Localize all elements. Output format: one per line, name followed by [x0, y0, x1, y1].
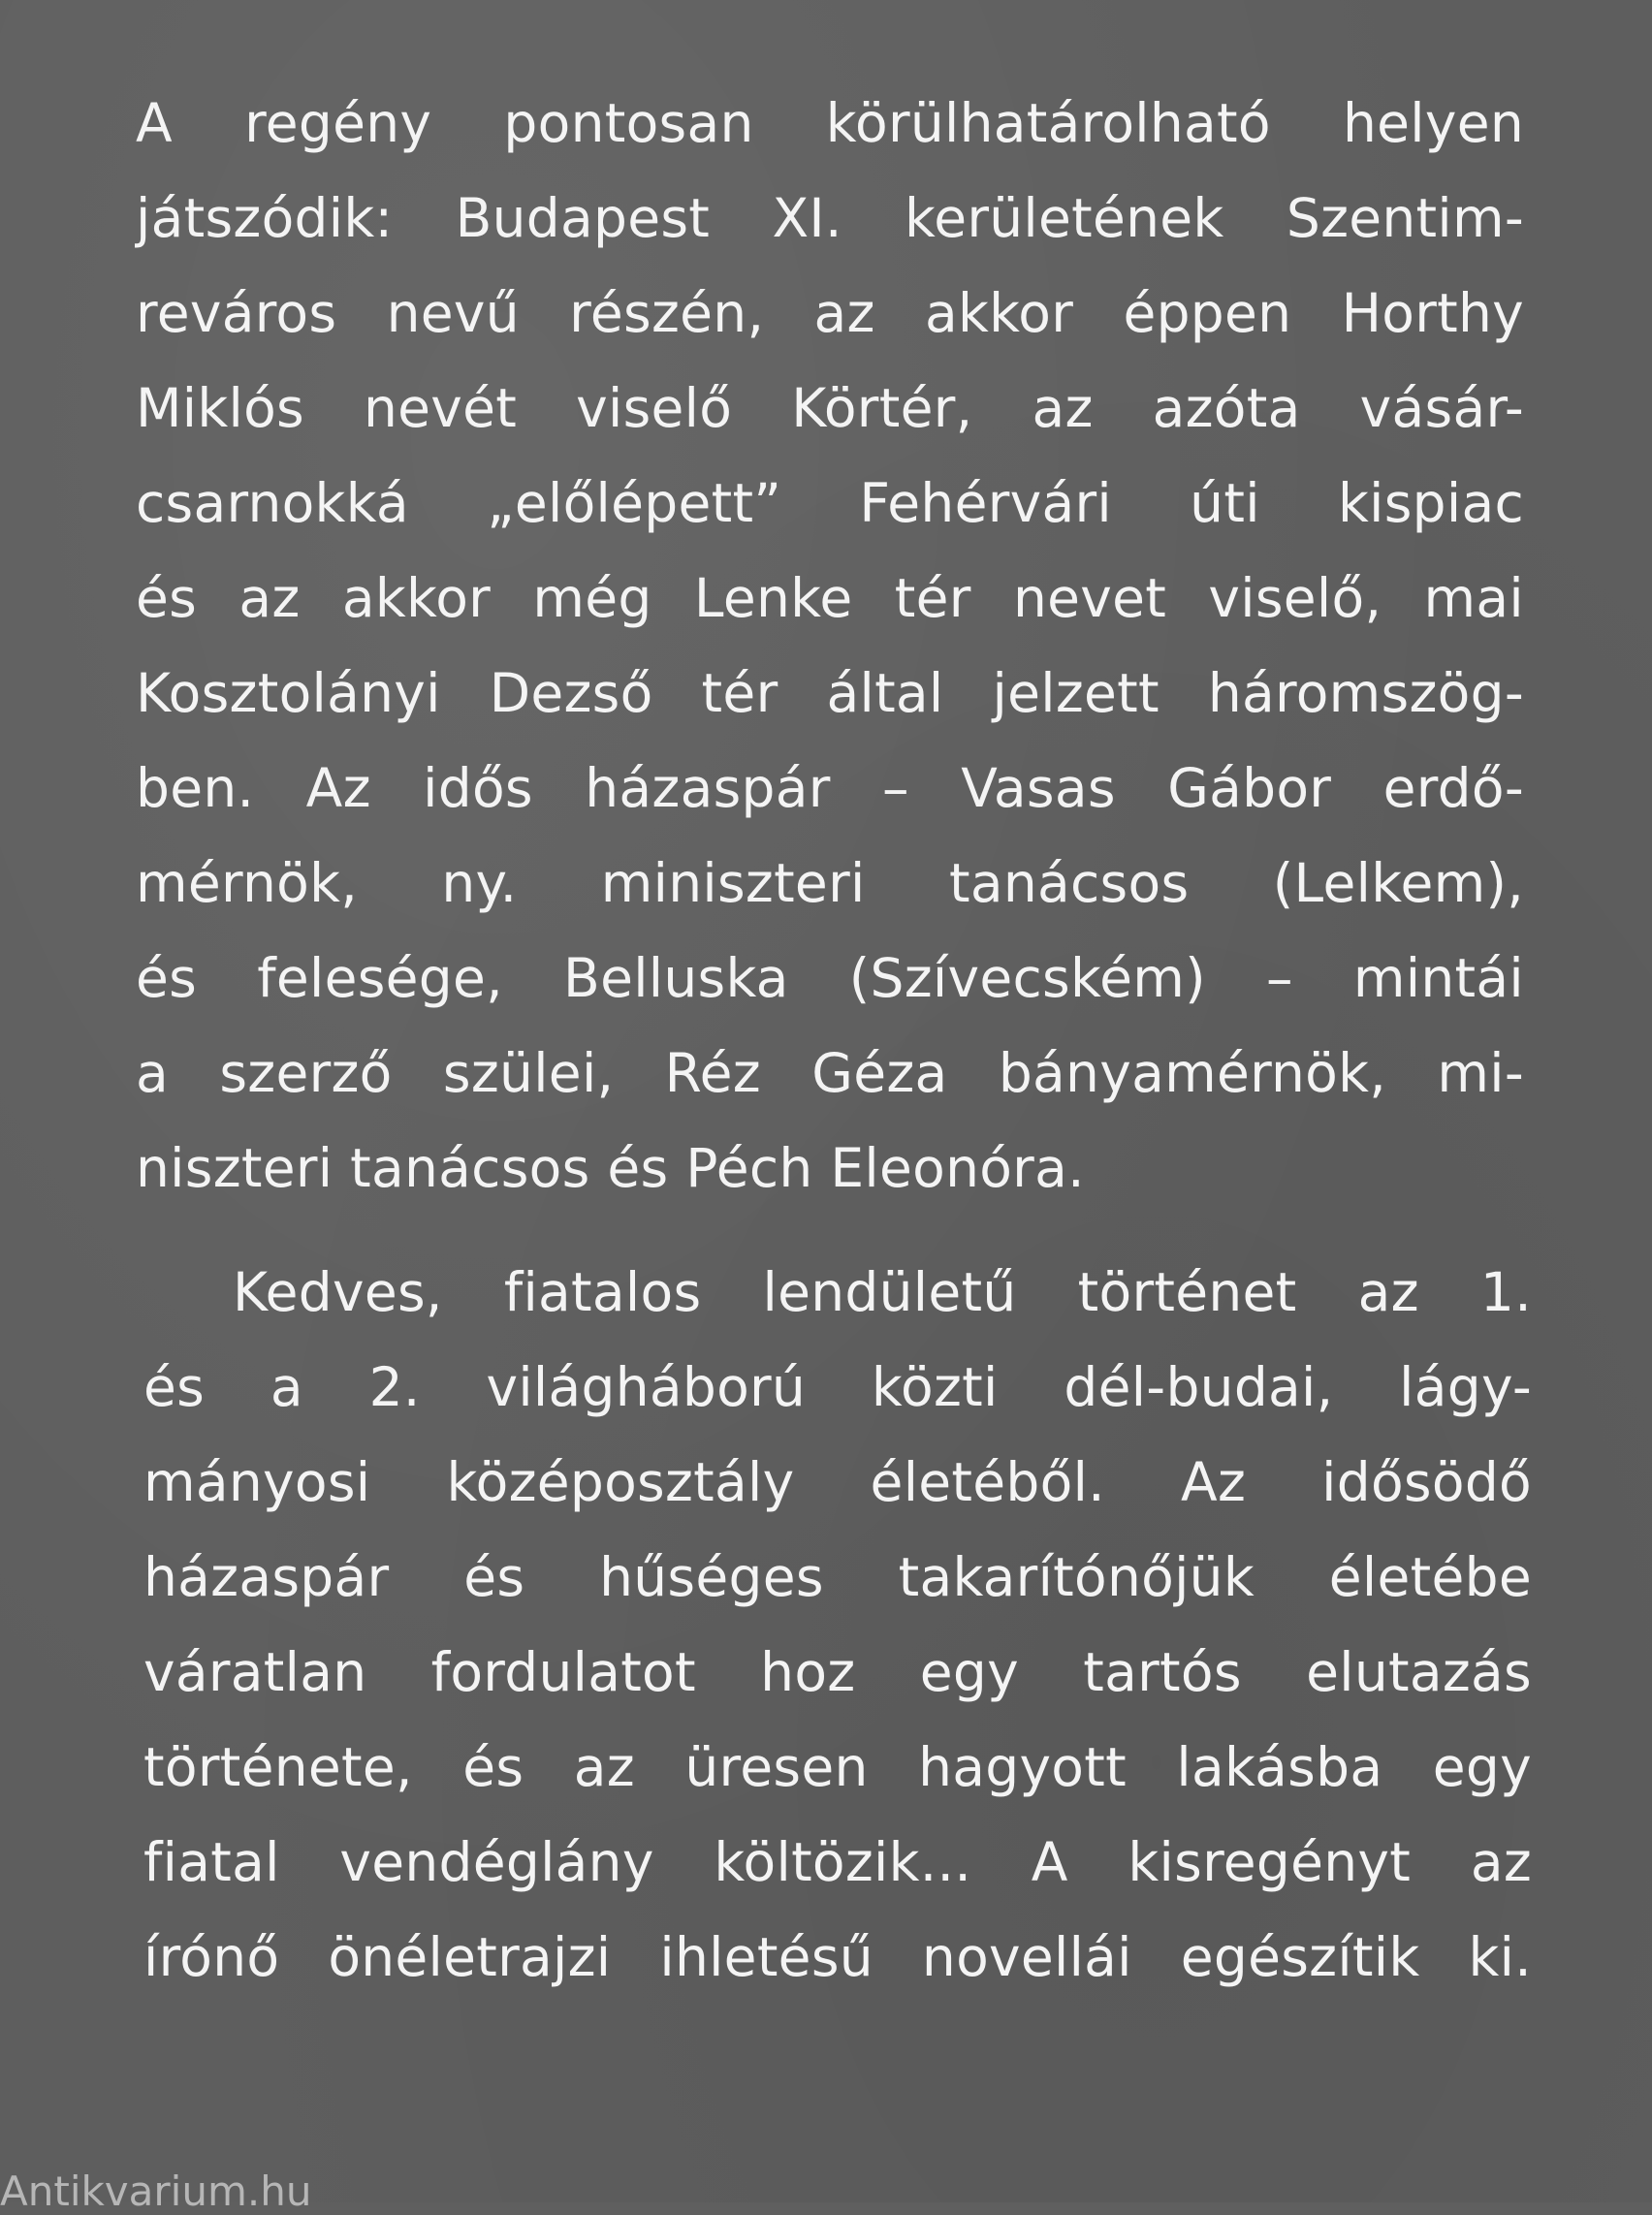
text-line: mányosi középosztály életéből. Az idősödő [143, 1451, 1532, 1513]
watermark: Antikvarium.hu [0, 2168, 312, 2215]
text-line: Kosztolányi Dezső tér által jelzett háromszög- [136, 662, 1524, 724]
text-line: váratlan fordulatot hoz egy tartós elutazás [143, 1641, 1532, 1703]
text-line: A regény pontosan körülhatárolható helyen [136, 92, 1524, 154]
text-line: Miklós nevét viselő Körtér, az azóta vásár- [136, 377, 1524, 439]
text-line: házaspár és hűséges takarítónőjük életébe [143, 1546, 1532, 1608]
text-line: története, és az üresen hagyott lakásba egy [143, 1736, 1532, 1798]
text-line: mérnök, ny. miniszteri tanácsos (Lelkem), [136, 852, 1524, 914]
text-line: írónő önéletrajzi ihletésű novellái egészítik ki. [143, 1926, 1532, 1988]
text-line: fiatal vendéglány költözik... A kisregényt az [143, 1831, 1532, 1893]
text-line: és felesége, Belluska (Szívecském) – mintái [136, 947, 1524, 1009]
text-line: a szerző szülei, Réz Géza bányamérnök, mi- [136, 1042, 1524, 1104]
text-line: és az akkor még Lenke tér nevet viselő, mai [136, 567, 1524, 629]
paragraph-1 [136, 76, 1524, 1216]
paragraph-2 [143, 1245, 1532, 2005]
text-line: niszteri tanácsos és Péch Eleonóra. [136, 1137, 1085, 1199]
text-line: játszódik: Budapest XI. kerületének Szentim- [136, 187, 1524, 249]
text-line: reváros nevű részén, az akkor éppen Horthy [136, 282, 1524, 344]
text-line: Kedves, fiatalos lendületű történet az 1. [233, 1261, 1532, 1323]
text-line: és a 2. világháború közti dél-budai, lágy- [143, 1356, 1532, 1418]
blurb-text [136, 76, 1532, 1988]
text-line: ben. Az idős házaspár – Vasas Gábor erdő- [136, 757, 1524, 819]
text-line: csarnokká „előlépett” Fehérvári úti kispiac [136, 472, 1524, 534]
